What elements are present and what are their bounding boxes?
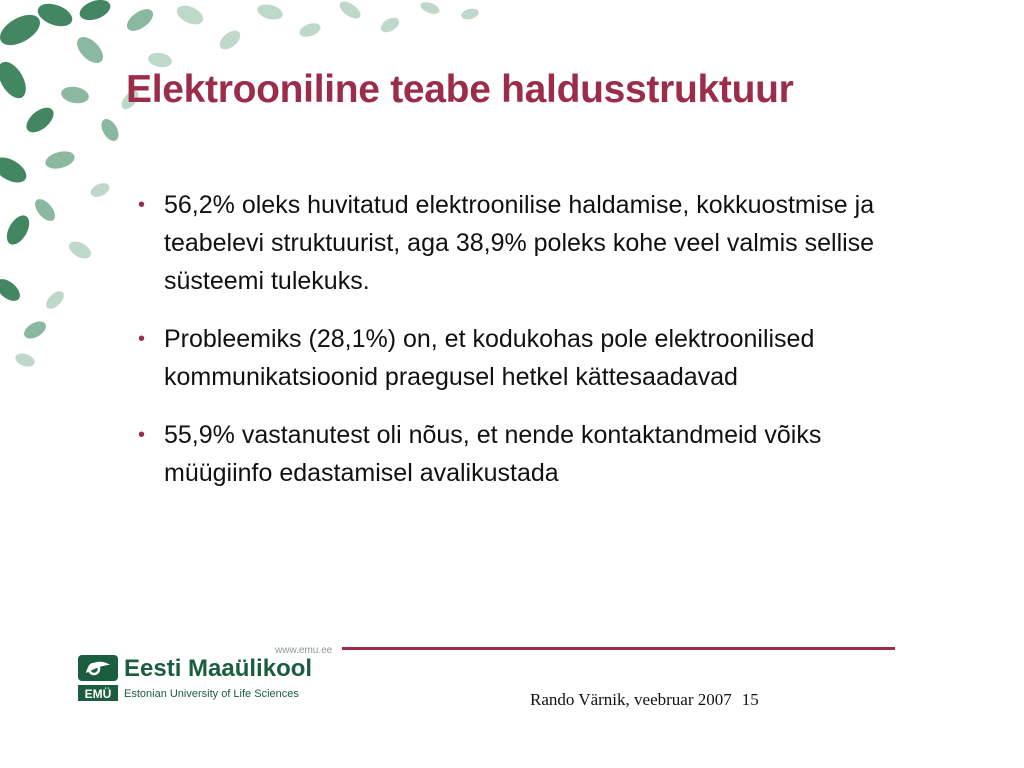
footer-divider (342, 647, 895, 650)
university-name: Eesti Maaülikool (124, 655, 313, 682)
bullet-text: 56,2% oleks huvitatud elektroonilise haldamise, kokkuostmise ja teabelevi struktuurist, aga 38,9% poleks kohe veel valmis sellise süsteemi tulekuks. (164, 191, 875, 295)
page-number: 15 (741, 690, 759, 709)
bullet-dot: • (138, 194, 146, 216)
slide-title: Elektrooniline teabe haldusstruktuur (126, 68, 794, 111)
university-logo (78, 655, 328, 707)
bullet-item (138, 320, 918, 396)
bullet-text: Probleemiks (28,1%) on, et kodukohas pole elektroonilised kommunikatsioonid praegusel hetkel kättesaadavad (164, 325, 815, 391)
bullet-dot: • (138, 424, 146, 446)
university-url: www.emu.ee (275, 645, 333, 656)
bullet-item (138, 186, 918, 300)
bullet-list (138, 186, 918, 512)
bullet-dot: • (138, 328, 146, 350)
slide-footer (530, 690, 759, 710)
bullet-item (138, 416, 918, 492)
university-subtitle: Estonian University of Life Sciences (124, 688, 299, 700)
emu-logo-icon (78, 655, 122, 703)
bullet-text: 55,9% vastanutest oli nõus, et nende kontaktandmeid võiks müügiinfo edastamisel avalikustada (164, 421, 822, 487)
author-date: Rando Värnik, veebruar 2007 (530, 690, 732, 709)
logo-mark-text: EMÜ (84, 687, 112, 701)
